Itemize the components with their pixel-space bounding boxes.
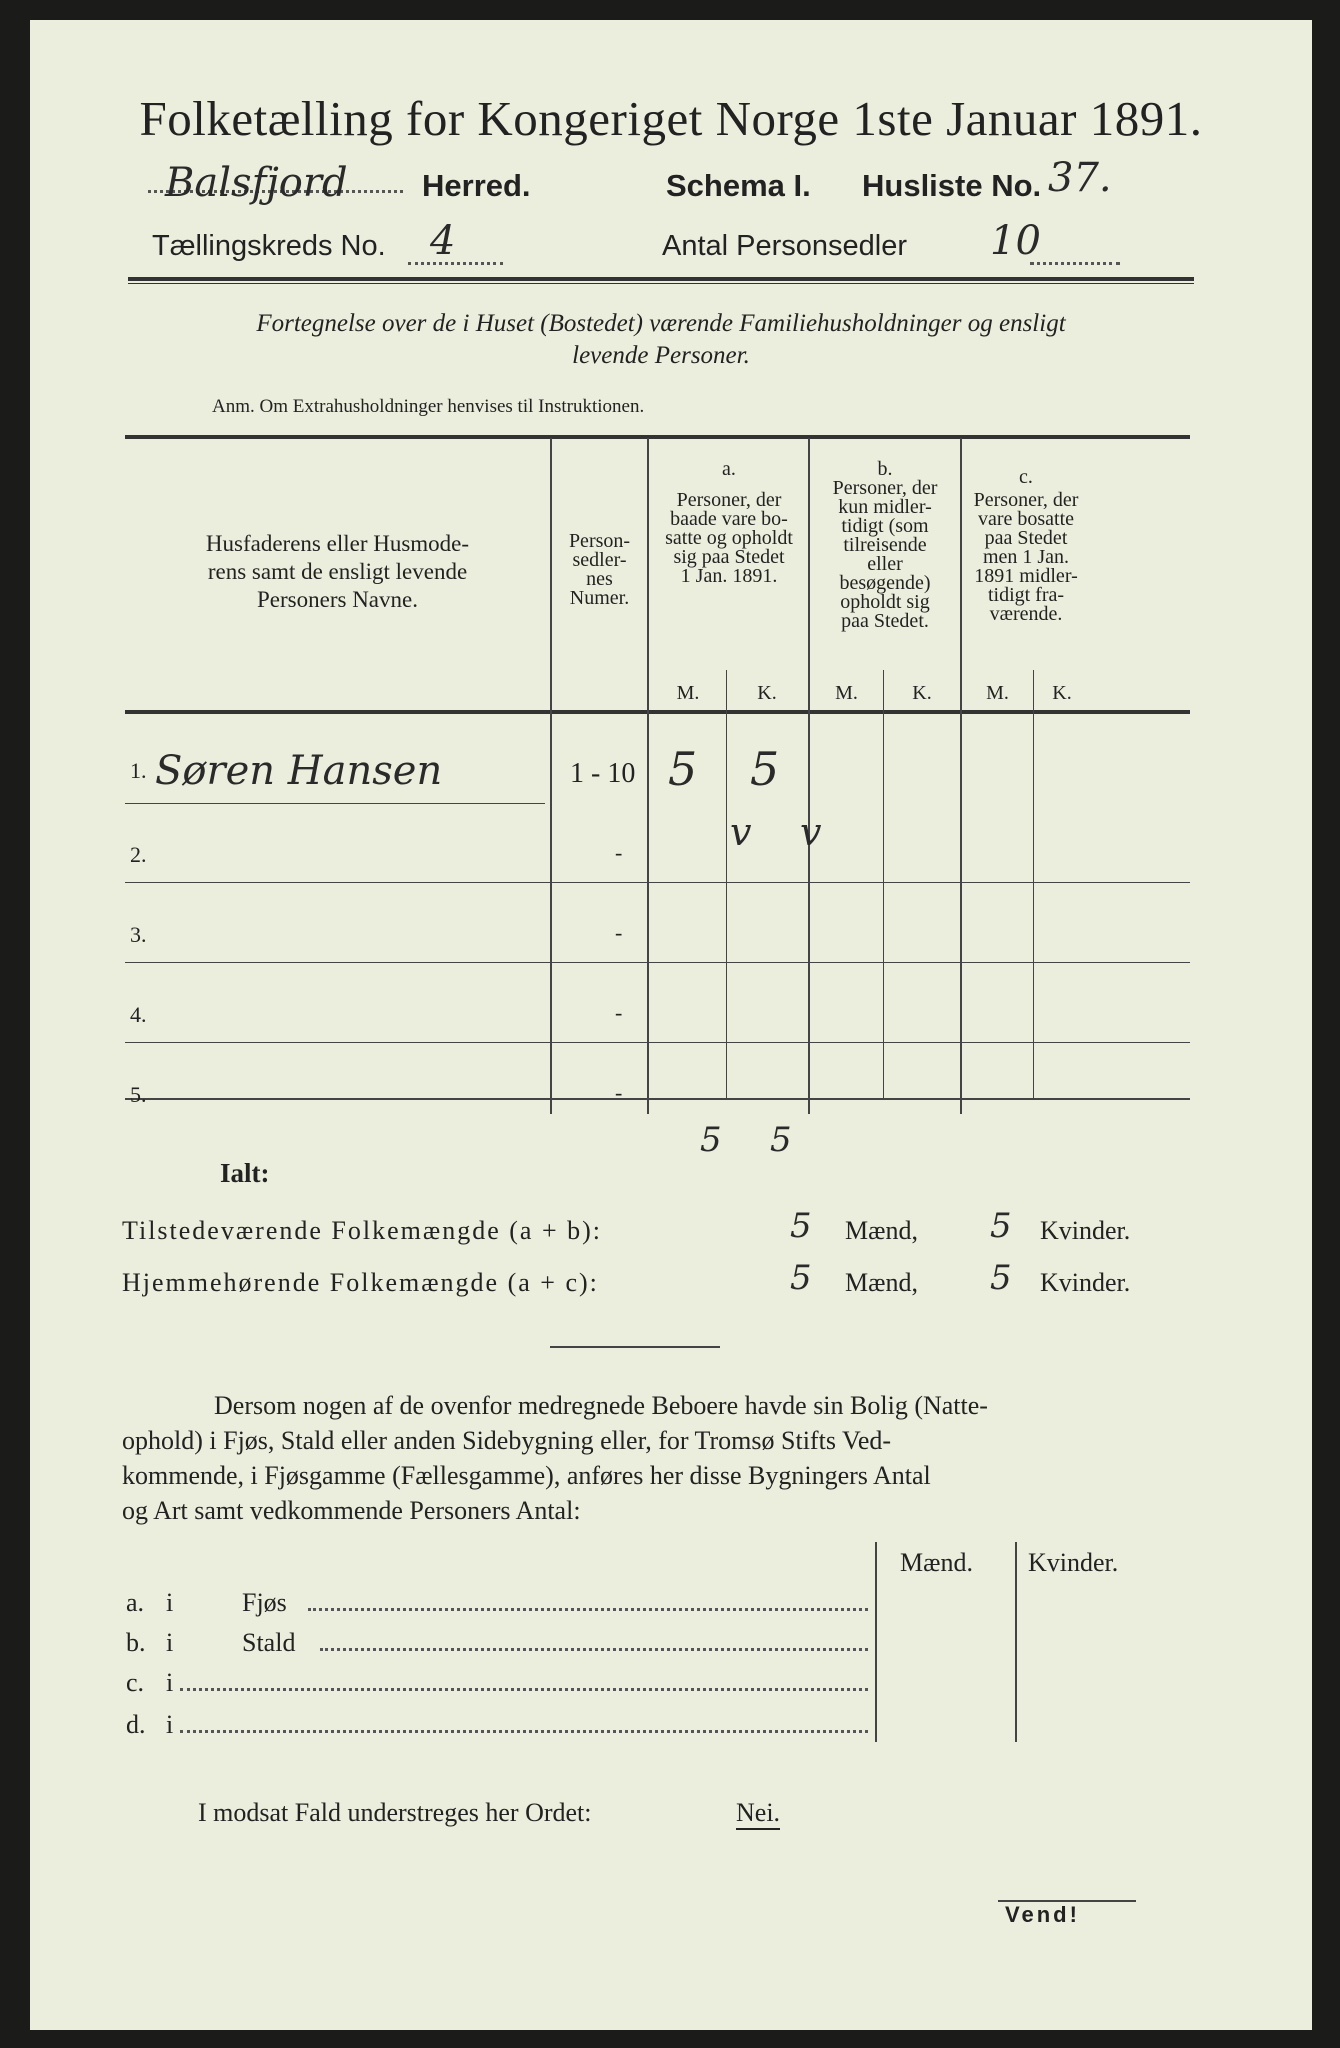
row-number: 1. [130,758,147,783]
row-persnum: 1 - 10 [570,758,636,789]
hjem-maend: Mænd, [845,1268,918,1297]
row-number: 4. [130,1002,147,1027]
table-bottom-rule [125,1098,1190,1100]
col-header-name: Husfaderens eller Husmode- rens samt de ensligt levende Personers Navne. [205,531,470,612]
personsedler-value: 10 [990,218,1041,264]
tilst-maend: Mænd, [845,1216,918,1245]
row-number: 2. [130,842,147,867]
divider-a-mk [726,670,727,1098]
personsedler-label: Antal Personsedler [662,230,908,262]
col-header-b: b. Personer, der kun midler- tidigt (som tilreisende eller besøgende) opholdt sig paa Stedet. [832,458,938,632]
ialt-m: 5 [700,1120,722,1160]
census-form: Folketælling for Kongeriget Norge 1ste Januar 1891. Balsfjord Herred. Schema I. Husliste No. 37. Tællingskreds No. 4 Antal Personsedler 10 Fortegnelse over de i Huset (Bostedet) værende Familiehusholdninger og ensligt levende Personer. Anm. Om Extrahusholdninger henvises til Instruktionen. Husfaderens eller Husmode- rens samt de ensligt levende Personers Navne. Person- sedler- nes Numer. a. Personer, der baade vare bo- satte og opholdt sig paa Stedet 1 Jan. 1891. b. Personer, der kun midler- tidigt (som tilreisende eller besøgende) opholdt sig paa Stedet. c. Personer, der vare bosatte paa Stedet men 1 Jan. 1891 midler- tidigt fra- værende. M. K. M. K. M. K. 1. Søren Hansen 1 - 10 5 5 2. - v v 3. - 4. - 5. - Ialt: 5 5 Tilstedeværende Folkemængde (a + b): 5 Mænd, 5 Kvinder. Hjemmehørende Folkemængde (a + c): 5 Mænd, 5 Kvinder. Dersom nogen af de ovenfor medregnede Beboere havde sin Bolig (Natte- ophold) i Fjøs, Stald eller anden Sidebygning eller, for Tromsø Stifts Ved- kommende, i Fjøsgamme (Fællesgamme), anføres her disse Bygningers Antal og Art samt vedkommende Personers Antal: Mænd. Kvinder. a. i Fjøs b. i Stald c. i d. i I modsat Fald understreges her Ordet: Nei. Vend! [30,20,1312,2030]
row-a-k: v [800,810,822,854]
kreds-label: Tællingskreds No. [152,230,386,262]
row-rule [125,882,1190,883]
col-header-c: c. Personer, der vare bosatte paa Stedet men 1 Jan. 1891 midler- tidigt fra- værende. [973,466,1079,625]
kreds-value: 4 [430,218,456,264]
nei-word: Nei. [736,1798,780,1830]
row-number: 3. [130,922,147,947]
row-a-m: 5 [668,742,698,796]
tilst-label: Tilstedeværende Folkemængde (a + b): [122,1216,602,1245]
herred-label: Herred. [422,168,531,203]
header-rule-thin [128,283,1194,284]
mk-c-k: K. [1052,682,1072,704]
anm-note: Anm. Om Extrahusholdninger henvises til Instruktionen. [212,396,645,417]
ialt-k: 5 [770,1120,792,1160]
table-header-rule [125,710,1190,714]
husliste-label: Husliste No. [862,168,1042,203]
building-dotline [308,1608,868,1611]
buildings-divider-1 [875,1542,877,1742]
row-number: 5. [130,1082,147,1107]
kreds-dotline [408,262,503,265]
buildings-divider-2 [1015,1542,1017,1742]
buildings-col-k: Kvinder. [1028,1548,1119,1577]
vend-text: Vend! [1005,1902,1080,1927]
buildings-col-m: Mænd. [900,1548,973,1577]
mk-c-m: M. [986,682,1009,704]
tilst-m: 5 [790,1206,812,1246]
header-rule [128,277,1194,281]
mk-a-k: K. [757,682,777,704]
row-rule [125,962,1190,963]
row-rule [125,1042,1190,1043]
row-a-k: 5 [750,742,780,796]
hjem-m: 5 [790,1258,812,1298]
ialt-label: Ialt: [220,1158,270,1188]
hjem-kvinder: Kvinder. [1040,1268,1131,1297]
row-a-m: v [730,810,752,854]
personsedler-dotline [1030,262,1120,265]
divider-c-mk [1033,670,1034,1098]
modsat-text: I modsat Fald understreges her Ordet: [198,1798,592,1827]
building-dotline [320,1648,868,1651]
table-top-rule [125,435,1190,439]
building-dotline [180,1730,868,1733]
col-header-a: a. Personer, der baade vare bo- satte og opholdt sig paa Stedet 1 Jan. 1891. [665,458,793,587]
intro-line2: levende Personer. [572,342,750,369]
mk-b-m: M. [835,682,858,704]
row-persnum: - [615,840,623,865]
divider-b-mk [883,670,884,1098]
hjem-k: 5 [990,1258,1012,1298]
row-name: Søren Hansen [155,748,443,794]
separator-rule [550,1346,720,1348]
tilst-k: 5 [990,1206,1012,1246]
husliste-value: 37. [1048,155,1112,201]
row-persnum: - [615,1080,623,1105]
hjem-label: Hjemmehørende Folkemængde (a + c): [122,1268,599,1297]
mk-a-m: M. [676,682,700,704]
row-rule-name [125,803,545,804]
herred-value: Balsfjord [165,160,348,206]
divider-num-a [647,438,649,1114]
mk-b-k: K. [912,682,932,704]
tilst-kvinder: Kvinder. [1040,1216,1131,1245]
building-dotline [180,1688,868,1691]
form-title: Folketælling for Kongeriget Norge 1ste Januar 1891. [139,91,1203,146]
intro-line1: Fortegnelse over de i Huset (Bostedet) værende Familiehusholdninger og ensligt [256,310,1066,337]
col-header-num: Person- sedler- nes Numer. [568,530,631,609]
schema-label: Schema I. [666,168,811,203]
row-persnum: - [615,920,623,945]
buildings-paragraph: Dersom nogen af de ovenfor medregnede Beboere havde sin Bolig (Natte- ophold) i Fjøs, Stald eller anden Sidebygning eller, for Tromsø Stifts Ved- kommende, i Fjøsgamme (Fællesgamme), anføres her disse Bygningers Antal og Art samt vedkommende Personers Antal: [122,1391,988,1525]
row-persnum: - [615,1000,623,1025]
